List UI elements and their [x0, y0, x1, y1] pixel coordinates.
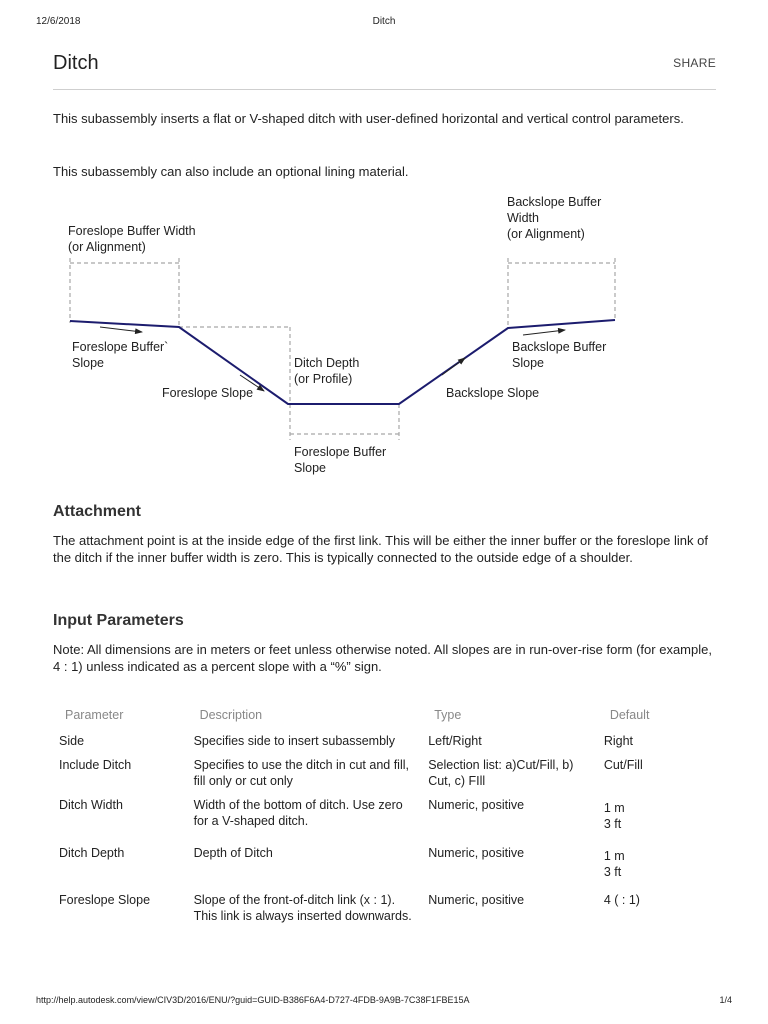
backslope-buffer-arrow — [523, 330, 565, 335]
cell-description: Width of the bottom of ditch. Use zero for a V-shaped ditch. — [193, 798, 403, 828]
input-parameters-heading: Input Parameters — [53, 612, 184, 629]
column-header-default: Default — [609, 708, 650, 722]
cell-parameter: Foreslope Slope — [59, 893, 151, 907]
cell-description: Specifies to use the ditch in cut and fill, fill only or cut only — [193, 758, 409, 788]
cell-description: Depth of Ditch — [193, 846, 273, 860]
column-header-type: Type — [434, 708, 462, 722]
table-row — [53, 892, 693, 942]
print-footer-page-number: 1/4 — [719, 995, 732, 1005]
cell-parameter: Include Ditch — [59, 758, 132, 772]
cell-type: Selection list: a)Cut/Fill, b) Cut, c) FIll — [428, 758, 574, 788]
cell-type: Numeric, positive — [428, 893, 525, 907]
backslope-buffer-width-sublabel: (or Alignment) — [507, 227, 585, 241]
cell-type: Numeric, positive — [428, 846, 525, 860]
share-link[interactable]: SHARE — [673, 56, 716, 70]
ditch-depth-sublabel: (or Profile) — [294, 372, 353, 386]
default-value-metric: 1 m — [603, 849, 625, 863]
foreslope-buffer-slope-label-2: Slope — [72, 356, 104, 370]
foreslope-buffer-width-sublabel: (or Alignment) — [68, 240, 146, 254]
column-header-description: Description — [199, 708, 263, 722]
backslope-buffer-slope-label-2: Slope — [512, 356, 544, 370]
ditch-bottom-label: Foreslope Buffer — [294, 445, 387, 459]
cell-description: Slope of the front-of-ditch link (x : 1). This link is always inserted downwards. — [193, 893, 412, 923]
backslope-buffer-width-label: Backslope Buffer — [507, 195, 602, 209]
cell-parameter: Ditch Width — [59, 798, 123, 812]
backslope-slope-arrow — [442, 358, 465, 375]
parameters-table — [53, 705, 693, 942]
cell-description: Specifies side to insert subassembly — [193, 734, 396, 748]
cell-default — [598, 892, 693, 942]
table-row — [53, 797, 693, 845]
ditch-diagram — [0, 190, 768, 490]
attachment-heading: Attachment — [53, 503, 142, 520]
foreslope-buffer-slope-label: Foreslope Buffer` — [72, 340, 169, 354]
title-divider — [53, 89, 716, 90]
print-date: 12/6/2018 — [36, 16, 81, 27]
default-value: Right — [603, 734, 634, 748]
backslope-buffer-width-label-2: Width — [507, 211, 539, 225]
backslope-buffer-slope-label: Backslope Buffer — [512, 340, 607, 354]
attachment-text: The attachment point is at the inside edge of the first link. This will be either the inner buffer or the foreslope link of the ditch if the inner buffer width is zero. This is typically connected to the outside edge of a shoulder. — [53, 533, 708, 565]
cell-default — [598, 797, 693, 845]
intro-paragraph: This subassembly inserts a flat or V-shaped ditch with user-defined horizontal and vertical control parameters. — [53, 111, 684, 126]
default-value-imperial: 3 ft — [603, 817, 622, 831]
table-row — [53, 757, 693, 797]
intro-paragraph-lining: This subassembly can also include an optional lining material. — [53, 164, 409, 179]
cell-default — [598, 757, 693, 797]
cell-parameter: Ditch Depth — [59, 846, 125, 860]
default-value: Cut/Fill — [603, 758, 643, 772]
default-value-metric: 1 m — [603, 801, 625, 815]
column-header-parameter: Parameter — [65, 708, 124, 722]
table-row — [53, 845, 693, 892]
cell-parameter: Side — [59, 734, 85, 748]
ditch-depth-label: Ditch Depth — [294, 356, 360, 370]
table-row — [53, 733, 693, 757]
print-header-title: Ditch — [372, 16, 396, 27]
foreslope-slope-label: Foreslope Slope — [162, 386, 254, 400]
foreslope-buffer-width-label: Foreslope Buffer Width — [68, 224, 196, 238]
cell-default — [598, 845, 693, 892]
foreslope-buffer-arrow — [100, 327, 142, 332]
print-footer-url: http://help.autodesk.com/view/CIV3D/2016/ENU/?guid=GUID-B386F6A4-D727-4FDB-9A9B-7C38F1FBE15A — [36, 995, 470, 1005]
cell-type: Numeric, positive — [428, 798, 525, 812]
ditch-bottom-label-2: Slope — [294, 461, 326, 475]
page-title: Ditch — [53, 52, 99, 74]
table-header-row — [53, 705, 693, 733]
default-value-imperial: 3 ft — [603, 865, 622, 879]
default-value: 4 ( : 1) — [603, 893, 640, 907]
cell-type: Left/Right — [428, 734, 482, 748]
backslope-slope-label: Backslope Slope — [446, 386, 540, 400]
input-parameters-note: Note: All dimensions are in meters or feet unless otherwise noted. All slopes are in run-over-rise form (for example, 4 : 1) unless indicated as a percent slope with a “%” sign. — [53, 642, 712, 674]
cell-default — [598, 733, 693, 757]
